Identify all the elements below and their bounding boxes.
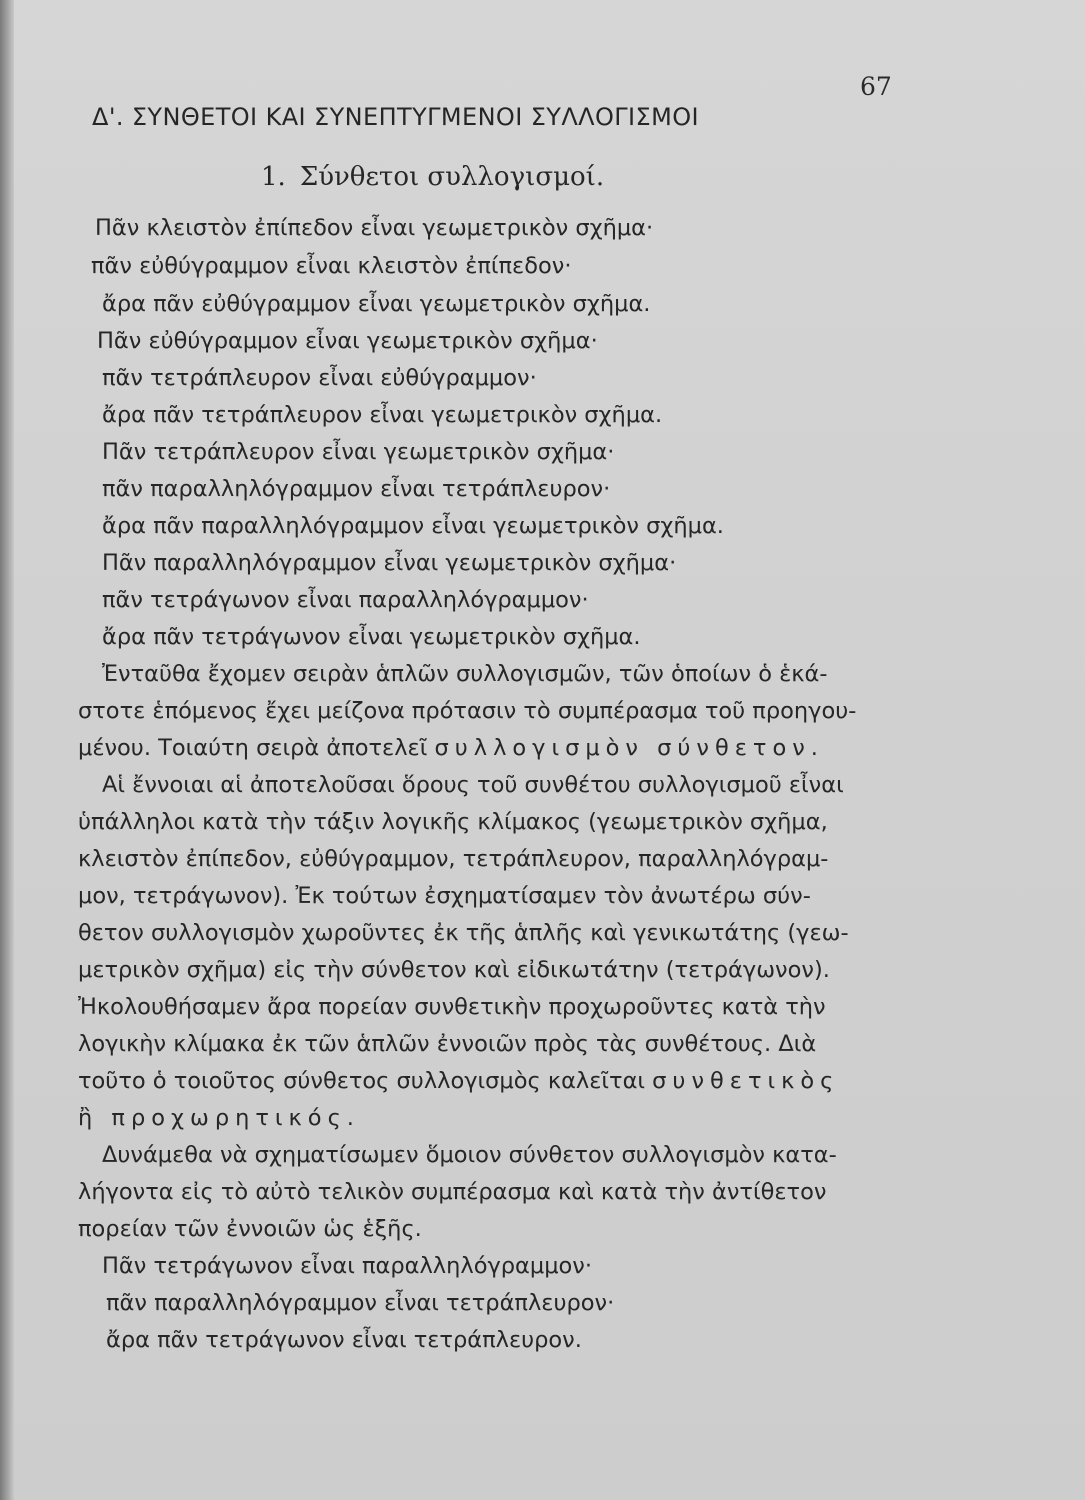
syllogism-4-minor: πᾶν τετράγωνον εἶναι παραλληλόγραμμον· bbox=[102, 587, 589, 613]
paragraph-2-line-9 bbox=[78, 1070, 839, 1093]
term-progressive: ἢ προχωρητικός. bbox=[78, 1105, 360, 1131]
paragraph-2-line-1: Αἱ ἔννοιαι αἱ ἀποτελοῦσαι ὅρους τοῦ συνθέτου συλλογισμοῦ εἶναι bbox=[102, 772, 844, 798]
section-heading bbox=[261, 162, 604, 192]
page-gutter-shadow bbox=[0, 0, 14, 1500]
syllogism-4-major: Πᾶν παραλληλόγραμμον εἶναι γεωμετρικὸν σχῆμα· bbox=[102, 550, 677, 576]
paragraph-3-line-2: λήγοντα εἰς τὸ αὐτὸ τελικὸν συμπέρασμα καὶ κατὰ τὴν ἀντίθετον bbox=[78, 1179, 827, 1205]
paragraph-2-line-2: ὑπάλληλοι κατὰ τὴν τάξιν λογικῆς κλίμακος (γεωμετρικὸν σχῆμα, bbox=[78, 809, 828, 835]
paragraph-2-line-6: μετρικὸν σχῆμα) εἰς τὴν σύνθετον καὶ εἰδικωτάτην (τετράγωνον). bbox=[78, 957, 830, 983]
syllogism-3-major: Πᾶν τετράπλευρον εἶναι γεωμετρικὸν σχῆμα· bbox=[102, 439, 615, 465]
syllogism-1-major: Πᾶν κλειστὸν ἐπίπεδον εἶναι γεωμετρικὸν σχῆμα· bbox=[95, 215, 654, 241]
paragraph-2-line-4: μον, τετράγωνον). Ἐκ τούτων ἐσχηματίσαμεν τὸν ἀνωτέρω σύν- bbox=[78, 883, 811, 909]
paragraph-2-line-3: κλειστὸν ἐπίπεδον, εὐθύγραμμον, τετράπλευρον, παραλληλόγραμ- bbox=[78, 846, 829, 872]
paragraph-1-line-1: Ἐνταῦθα ἔχομεν σειρὰν ἁπλῶν συλλογισμῶν, τῶν ὁποίων ὁ ἑκά- bbox=[102, 661, 828, 687]
paragraph-2-line-7: Ἠκολουθήσαμεν ἄρα πορείαν συνθετικὴν προχωροῦντες κατὰ τὴν bbox=[78, 994, 826, 1020]
term-synthetic-syllogism: συλλογισμὸν σύνθετον. bbox=[434, 735, 824, 761]
paragraph-1-line-3 bbox=[78, 737, 824, 760]
section-title: Σύνθετοι συλλογισμοί. bbox=[299, 162, 605, 192]
syllogism-1-minor: πᾶν εὐθύγραμμον εἶναι κλειστὸν ἐπίπεδον· bbox=[91, 253, 572, 279]
final-syllogism-conclusion: ἄρα πᾶν τετράγωνον εἶναι τετράπλευρον. bbox=[106, 1327, 582, 1353]
paragraph-1-line-2: στοτε ἑπόμενος ἔχει μείζονα πρότασιν τὸ συμπέρασμα τοῦ προηγου- bbox=[78, 698, 857, 724]
syllogism-2-minor: πᾶν τετράπλευρον εἶναι εὐθύγραμμον· bbox=[102, 365, 537, 391]
syllogism-2-major: Πᾶν εὐθύγραμμον εἶναι γεωμετρικὸν σχῆμα· bbox=[97, 328, 598, 354]
paragraph-3-line-3: πορείαν τῶν ἐννοιῶν ὡς ἑξῆς. bbox=[78, 1216, 422, 1242]
syllogism-4-conclusion: ἄρα πᾶν τετράγωνον εἶναι γεωμετρικὸν σχῆμα. bbox=[102, 624, 641, 650]
term-synthetic: συνθετικὸς bbox=[652, 1068, 840, 1094]
paragraph-2-line-9-text: τοῦτο ὁ τοιοῦτος σύνθετος συλλογισμὸς καλεῖται bbox=[78, 1068, 646, 1094]
paragraph-2-line-8: λογικὴν κλίμακα ἐκ τῶν ἁπλῶν ἐννοιῶν πρὸς τὰς συνθέτους. Διὰ bbox=[78, 1031, 817, 1057]
syllogism-3-minor: πᾶν παραλληλόγραμμον εἶναι τετράπλευρον· bbox=[102, 476, 611, 502]
paragraph-2-line-5: θετον συλλογισμὸν χωροῦντες ἐκ τῆς ἁπλῆς καὶ γενικωτάτης (γεω- bbox=[78, 920, 849, 946]
final-syllogism-minor: πᾶν παραλληλόγραμμον εἶναι τετράπλευρον· bbox=[106, 1290, 615, 1316]
section-number: 1. bbox=[261, 162, 286, 192]
final-syllogism-major: Πᾶν τετράγωνον εἶναι παραλληλόγραμμον· bbox=[102, 1253, 593, 1279]
syllogism-1-conclusion: ἄρα πᾶν εὐθύγραμμον εἶναι γεωμετρικὸν σχῆμα. bbox=[102, 291, 651, 317]
syllogism-2-conclusion: ἄρα πᾶν τετράπλευρον εἶναι γεωμετρικὸν σχῆμα. bbox=[102, 402, 663, 428]
syllogism-3-conclusion: ἄρα πᾶν παραλληλόγραμμον εἶναι γεωμετρικὸν σχῆμα. bbox=[102, 513, 724, 539]
paragraph-3-line-1: Δυνάμεθα νὰ σχηματίσωμεν ὅμοιον σύνθετον συλλογισμὸν κατα- bbox=[102, 1142, 837, 1168]
page-number: 67 bbox=[860, 72, 892, 101]
chapter-heading: Δ'. ΣΥΝΘΕΤΟΙ ΚΑΙ ΣΥΝΕΠΤΥΓΜΕΝΟΙ ΣΥΛΛΟΓΙΣΜΟΙ bbox=[92, 103, 699, 131]
paragraph-1-line-3-text: μένου. Τοιαύτη σειρὰ ἀποτελεῖ bbox=[78, 735, 428, 761]
